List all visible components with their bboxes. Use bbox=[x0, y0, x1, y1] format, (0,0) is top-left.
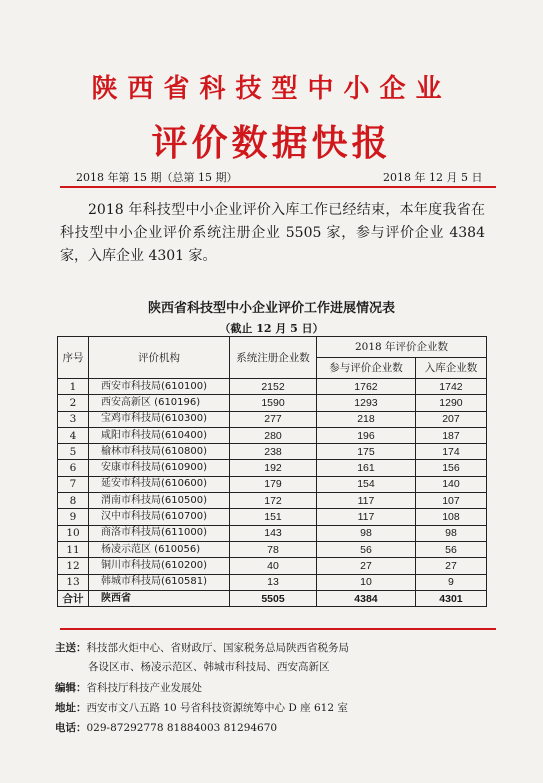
cell-registered: 2152 bbox=[230, 379, 317, 395]
send-label: 主送： bbox=[55, 642, 87, 654]
table-subtitle: （截止 12 月 5 日） bbox=[219, 322, 324, 335]
cell-participated: 10 bbox=[317, 574, 416, 590]
cell-registered: 143 bbox=[230, 525, 317, 541]
header-participated: 参与评价企业数 bbox=[317, 358, 416, 379]
cell-org: 渭南市科技局(610500) bbox=[89, 493, 230, 509]
cell-org: 西安高新区 (610196) bbox=[89, 395, 230, 411]
cell-stored: 56 bbox=[415, 541, 486, 557]
cell-no: 5 bbox=[58, 444, 89, 460]
intro-paragraph: 2018 年科技型中小企业评价入库工作已经结束，本年度我省在科技型中小企业评价系统注册企业 5505 家，参与评价企业 4384 家，入库企业 4301 家。 bbox=[60, 202, 485, 264]
cell-participated: 1293 bbox=[317, 395, 416, 411]
cell-registered: 277 bbox=[230, 411, 317, 427]
header-org: 评价机构 bbox=[89, 337, 230, 379]
table-row bbox=[58, 541, 487, 557]
cell-participated: 218 bbox=[317, 411, 416, 427]
table-row bbox=[58, 460, 487, 476]
cell-no: 10 bbox=[58, 525, 89, 541]
org-title: 陕西省科技型中小企业 bbox=[91, 74, 452, 104]
cell-participated: 161 bbox=[317, 460, 416, 476]
cell-no: 6 bbox=[58, 460, 89, 476]
cell-stored: 9 bbox=[415, 574, 486, 590]
table-row bbox=[58, 444, 487, 460]
send-line-2: 各设区市、杨凌示范区、韩城市科技局、西安高新区 bbox=[88, 661, 330, 673]
cell-stored: 108 bbox=[415, 509, 486, 525]
cell-participated: 27 bbox=[317, 558, 416, 574]
cell-stored: 207 bbox=[415, 411, 486, 427]
cell-stored: 174 bbox=[415, 444, 486, 460]
cell-org: 咸阳市科技局(610400) bbox=[89, 427, 230, 443]
address-line bbox=[55, 700, 348, 715]
header-stored: 入库企业数 bbox=[415, 358, 486, 379]
cell-stored: 1290 bbox=[415, 395, 486, 411]
cell-registered: 179 bbox=[230, 476, 317, 492]
cell-org: 安康市科技局(610900) bbox=[89, 460, 230, 476]
cell-registered: 172 bbox=[230, 493, 317, 509]
header-divider bbox=[60, 186, 496, 188]
cell-registered: 78 bbox=[230, 541, 317, 557]
cell-participated: 196 bbox=[317, 427, 416, 443]
cell-org: 杨凌示范区 (610056) bbox=[89, 541, 230, 557]
cell-stored: 107 bbox=[415, 493, 486, 509]
table-row bbox=[58, 379, 487, 395]
table-total-row bbox=[58, 590, 487, 606]
editor-label: 编辑： bbox=[55, 682, 87, 694]
cell-stored: 27 bbox=[415, 558, 486, 574]
cell-registered: 40 bbox=[230, 558, 317, 574]
table-row bbox=[58, 493, 487, 509]
cell-participated: 117 bbox=[317, 493, 416, 509]
cell-participated: 4384 bbox=[317, 590, 416, 606]
table-row bbox=[58, 395, 487, 411]
cell-no: 2 bbox=[58, 395, 89, 411]
table-row bbox=[58, 525, 487, 541]
cell-participated: 98 bbox=[317, 525, 416, 541]
cell-registered: 5505 bbox=[230, 590, 317, 606]
send-recipients-1: 科技部火炬中心、省财政厅、国家税务总局陕西省税务局 bbox=[86, 642, 349, 654]
table-body bbox=[58, 379, 487, 607]
cell-registered: 280 bbox=[230, 427, 317, 443]
progress-table bbox=[57, 336, 487, 607]
send-line-1 bbox=[55, 640, 349, 655]
table-row bbox=[58, 558, 487, 574]
header-group: 2018 年评价企业数 bbox=[317, 337, 487, 358]
cell-stored: 140 bbox=[415, 476, 486, 492]
cell-registered: 238 bbox=[230, 444, 317, 460]
footer-divider bbox=[60, 628, 496, 630]
report-title: 评价数据快报 bbox=[151, 122, 392, 164]
cell-registered: 151 bbox=[230, 509, 317, 525]
cell-org: 宝鸡市科技局(610300) bbox=[89, 411, 230, 427]
cell-org: 汉中市科技局(610700) bbox=[89, 509, 230, 525]
cell-stored: 187 bbox=[415, 427, 486, 443]
issue-date: 2018 年 12 月 5 日 bbox=[383, 171, 483, 184]
cell-participated: 154 bbox=[317, 476, 416, 492]
cell-no: 合计 bbox=[58, 590, 89, 606]
cell-stored: 4301 bbox=[415, 590, 486, 606]
editor-line bbox=[55, 680, 202, 695]
cell-org: 延安市科技局(610600) bbox=[89, 476, 230, 492]
address-value: 西安市文八五路 10 号省科技资源统筹中心 D 座 612 室 bbox=[86, 702, 348, 714]
cell-no: 12 bbox=[58, 558, 89, 574]
cell-org: 韩城市科技局(610581) bbox=[89, 574, 230, 590]
cell-stored: 1742 bbox=[415, 379, 486, 395]
cell-org: 陕西省 bbox=[89, 590, 230, 606]
address-label: 地址： bbox=[55, 702, 87, 714]
cell-no: 1 bbox=[58, 379, 89, 395]
cell-registered: 13 bbox=[230, 574, 317, 590]
cell-no: 9 bbox=[58, 509, 89, 525]
cell-no: 13 bbox=[58, 574, 89, 590]
header-no: 序号 bbox=[58, 337, 89, 379]
cell-participated: 175 bbox=[317, 444, 416, 460]
cell-no: 8 bbox=[58, 493, 89, 509]
cell-participated: 1762 bbox=[317, 379, 416, 395]
table-row bbox=[58, 427, 487, 443]
cell-no: 4 bbox=[58, 427, 89, 443]
table-title: 陕西省科技型中小企业评价工作进展情况表 bbox=[147, 301, 395, 316]
cell-org: 商洛市科技局(611000) bbox=[89, 525, 230, 541]
phone-line bbox=[55, 720, 277, 735]
editor-value: 省科技厅科技产业发展处 bbox=[86, 682, 202, 694]
phone-value: 029-87292778 81884003 81294670 bbox=[86, 722, 278, 734]
table-row bbox=[58, 509, 487, 525]
table-row bbox=[58, 476, 487, 492]
cell-participated: 117 bbox=[317, 509, 416, 525]
phone-label: 电话： bbox=[55, 722, 87, 734]
issue-number: 2018 年第 15 期（总第 15 期） bbox=[76, 171, 238, 184]
cell-no: 7 bbox=[58, 476, 89, 492]
cell-stored: 156 bbox=[415, 460, 486, 476]
cell-registered: 192 bbox=[230, 460, 317, 476]
table-row bbox=[58, 574, 487, 590]
cell-org: 榆林市科技局(610800) bbox=[89, 444, 230, 460]
cell-org: 西安市科技局(610100) bbox=[89, 379, 230, 395]
header-registered: 系统注册企业数 bbox=[230, 337, 317, 379]
cell-participated: 56 bbox=[317, 541, 416, 557]
table-row bbox=[58, 411, 487, 427]
cell-registered: 1590 bbox=[230, 395, 317, 411]
cell-stored: 98 bbox=[415, 525, 486, 541]
cell-no: 3 bbox=[58, 411, 89, 427]
cell-no: 11 bbox=[58, 541, 89, 557]
cell-org: 铜川市科技局(610200) bbox=[89, 558, 230, 574]
